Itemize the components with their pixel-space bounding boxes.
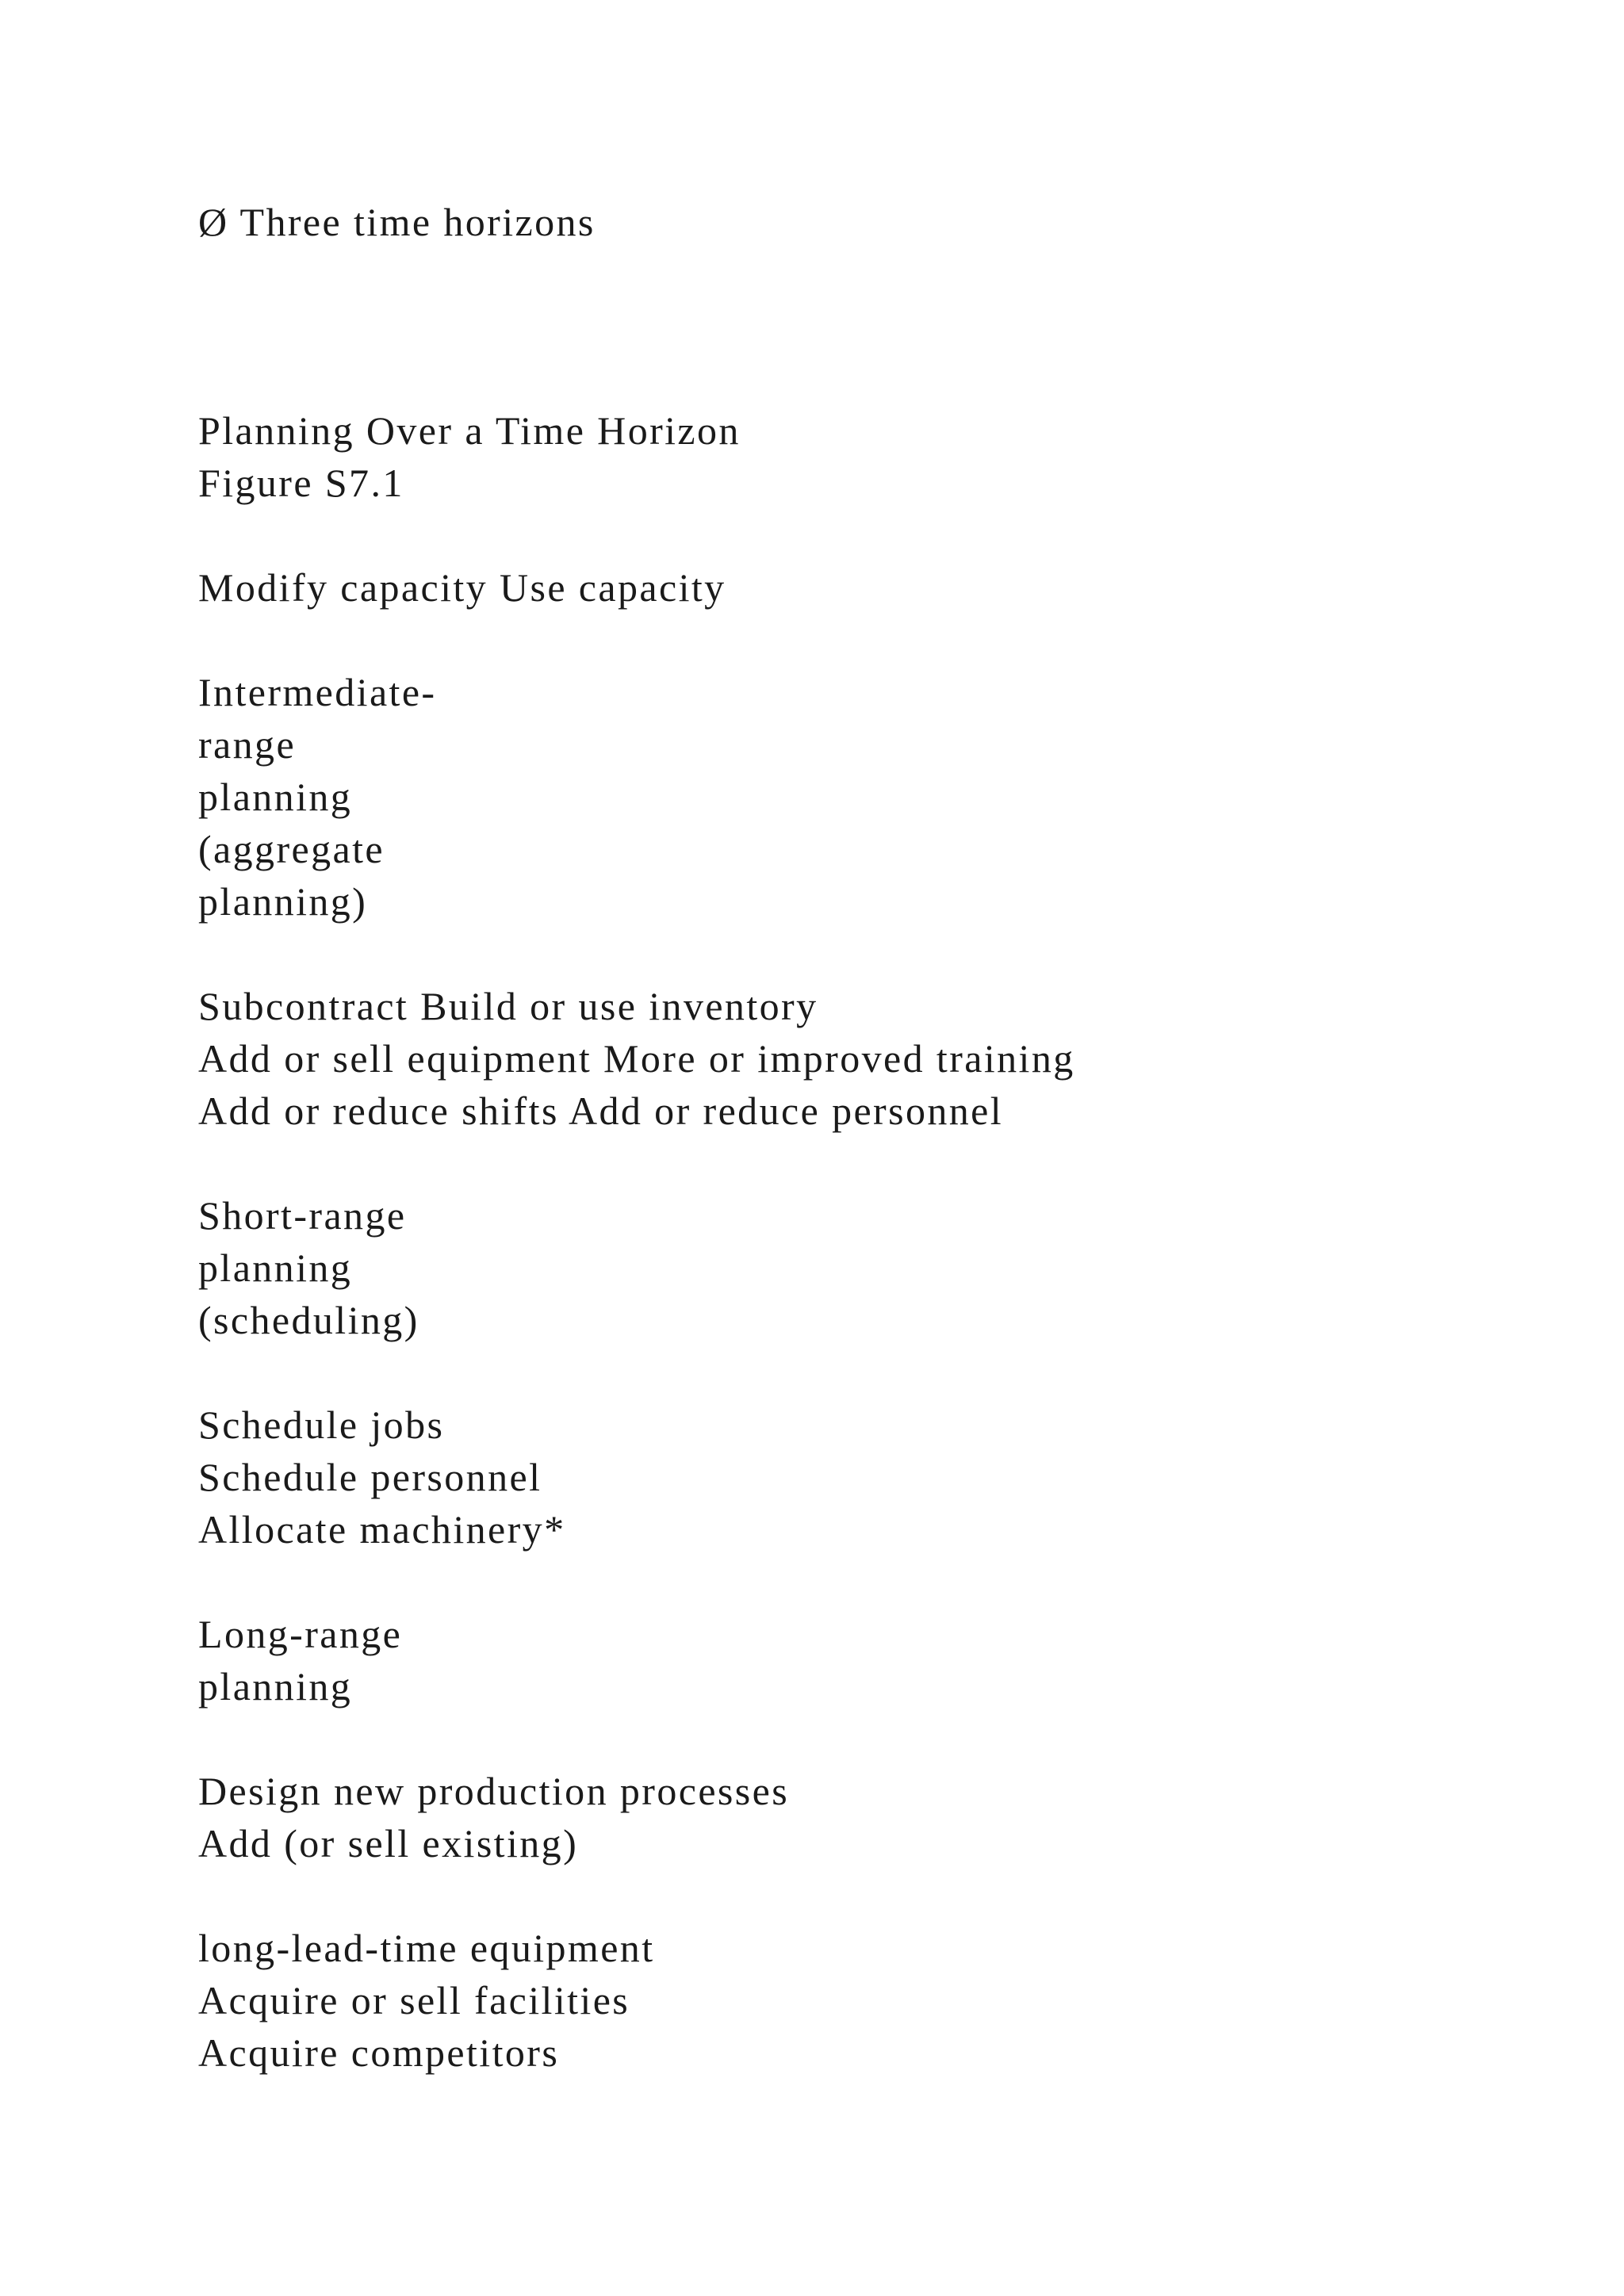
short-item: Allocate machinery* — [198, 1507, 566, 1552]
long-heading-line: planning — [198, 1664, 353, 1709]
intermediate-heading-line: (aggregate — [198, 827, 385, 871]
intermediate-heading-line: planning) — [198, 879, 368, 924]
short-heading-line: Short-range — [198, 1193, 407, 1238]
intermediate-item: Add or reduce shifts Add or reduce personnel — [198, 1089, 1004, 1133]
short-item: Schedule jobs — [198, 1402, 445, 1447]
short-heading-line: (scheduling) — [198, 1298, 419, 1342]
long-item: Design new production processes — [198, 1769, 790, 1813]
long-item: Add (or sell existing) — [198, 1821, 579, 1866]
intermediate-item: Subcontract Build or use inventory — [198, 984, 818, 1028]
bullet-line: Ø Three time horizons — [198, 200, 596, 244]
short-heading-line: planning — [198, 1246, 353, 1290]
long-heading-line: Long-range — [198, 1612, 403, 1656]
intermediate-item: Add or sell equipment More or improved training — [198, 1036, 1075, 1081]
columns-header: Modify capacity Use capacity — [198, 565, 726, 610]
intermediate-heading-line: planning — [198, 775, 353, 819]
intermediate-heading-line: Intermediate- — [198, 670, 437, 714]
figure-title: Planning Over a Time Horizon — [198, 408, 741, 453]
intermediate-heading-line: range — [198, 722, 297, 767]
long-item: Acquire competitors — [198, 2030, 560, 2075]
long-item: Acquire or sell facilities — [198, 1978, 630, 2022]
long-item: long-lead-time equipment — [198, 1926, 655, 1970]
figure-number: Figure S7.1 — [198, 461, 404, 505]
short-item: Schedule personnel — [198, 1455, 542, 1499]
